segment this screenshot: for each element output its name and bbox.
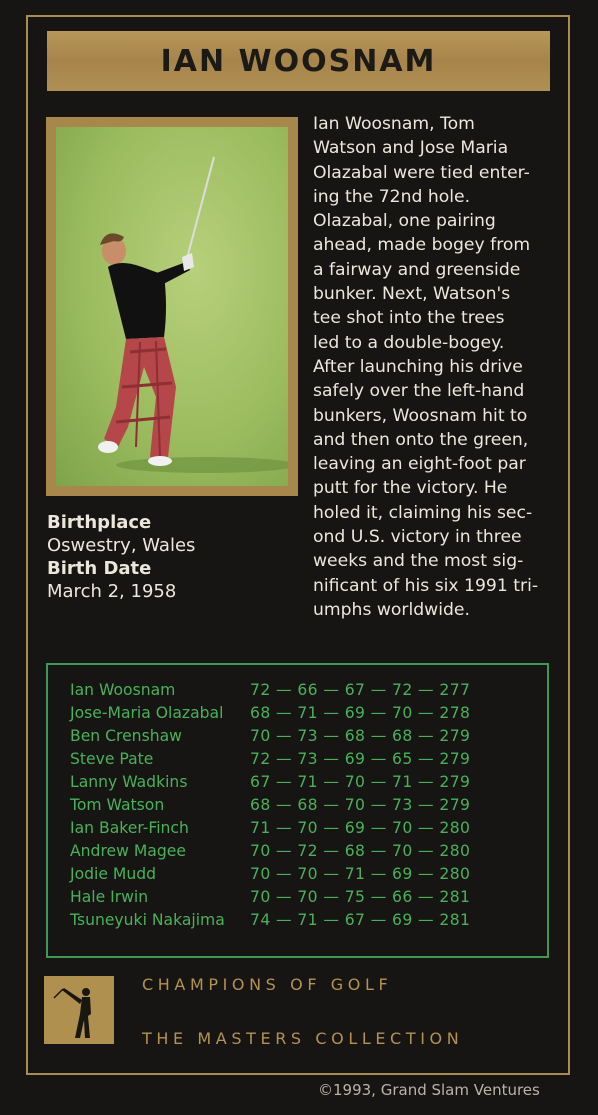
result-scores: 70 — 70 — 75 — 66 — 281 [250, 888, 471, 906]
result-row [70, 911, 540, 934]
story-line: led to a double-bogey. [313, 332, 505, 353]
story-line: bunker. Next, Watson's [313, 284, 511, 305]
copyright-text: ©1993, Grand Slam Ventures [318, 1081, 540, 1099]
result-scores: 72 — 73 — 69 — 65 — 279 [250, 750, 471, 768]
story-line: weeks and the most sig- [313, 551, 524, 572]
result-player: Ian Baker-Finch [70, 819, 189, 837]
result-scores: 70 — 70 — 71 — 69 — 280 [250, 865, 471, 883]
result-row [70, 865, 540, 888]
result-scores: 68 — 68 — 70 — 73 — 279 [250, 796, 471, 814]
story-line: ond U.S. victory in three [313, 527, 522, 548]
result-scores: 74 — 71 — 67 — 69 — 281 [250, 911, 471, 929]
result-scores: 70 — 72 — 68 — 70 — 280 [250, 842, 471, 860]
result-scores: 68 — 71 — 69 — 70 — 278 [250, 704, 471, 722]
story-line: safely over the left-hand [313, 381, 525, 402]
result-player: Hale Irwin [70, 888, 149, 906]
result-row [70, 796, 540, 819]
result-scores: 72 — 66 — 67 — 72 — 277 [250, 681, 471, 699]
result-player: Jose-Maria Olazabal [70, 704, 224, 722]
result-player: Andrew Magee [70, 842, 186, 860]
story-line: Ian Woosnam, Tom [313, 114, 475, 134]
result-player: Jodie Mudd [70, 865, 157, 883]
result-scores: 67 — 71 — 70 — 71 — 279 [250, 773, 471, 791]
results-table [46, 663, 549, 958]
result-row [70, 727, 540, 750]
result-player: Steve Pate [70, 750, 154, 768]
golfer-photo [56, 127, 288, 486]
story-line: ing the 72nd hole. [313, 186, 471, 207]
result-scores: 70 — 73 — 68 — 68 — 279 [250, 727, 471, 745]
footer-collection-line: THE MASTERS COLLECTION [142, 1029, 464, 1048]
birthplace-value: Oswestry, Wales [47, 535, 196, 556]
story-line: umphs worldwide. [313, 599, 470, 620]
story-line: ahead, made bogey from [313, 235, 531, 256]
story-line: putt for the victory. He [313, 478, 508, 499]
result-scores: 71 — 70 — 69 — 70 — 280 [250, 819, 471, 837]
story-line: Olazabal, one pairing [313, 211, 496, 232]
result-row [70, 888, 540, 911]
bio-block [47, 511, 287, 603]
story-line: tee shot into the trees [313, 308, 505, 329]
story-line: a fairway and greenside [313, 259, 521, 280]
result-player: Lanny Wadkins [70, 773, 188, 791]
result-row [70, 819, 540, 842]
title-banner [47, 31, 550, 91]
result-player: Tsuneyuki Nakajima [70, 911, 225, 929]
story-line: bunkers, Woosnam hit to [313, 405, 528, 426]
story-line: After launching his drive [313, 356, 523, 377]
story-line: holed it, claiming his sec- [313, 502, 533, 523]
result-row [70, 773, 540, 796]
player-name: IAN WOOSNAM [160, 43, 437, 79]
result-row [70, 750, 540, 773]
result-row [70, 842, 540, 865]
result-player: Tom Watson [70, 796, 165, 814]
result-row [70, 704, 540, 727]
result-row [70, 681, 540, 704]
story-line: Olazabal were tied enter- [313, 162, 530, 183]
story-text [313, 112, 561, 622]
golfer-illustration [56, 127, 288, 486]
birthdate-label: Birth Date [47, 558, 152, 579]
footer-series-line: CHAMPIONS OF GOLF [142, 975, 393, 994]
birthdate-value: March 2, 1958 [47, 581, 177, 602]
result-player: Ian Woosnam [70, 681, 176, 699]
story-line: nificant of his six 1991 tri- [313, 575, 539, 596]
result-player: Ben Crenshaw [70, 727, 182, 745]
photo-frame [46, 117, 298, 496]
birthplace-label: Birthplace [47, 512, 152, 533]
story-line: leaving an eight-foot par [313, 454, 526, 475]
story-line: and then onto the green, [313, 429, 529, 450]
story-line: Watson and Jose Maria [313, 138, 509, 159]
golfer-silhouette-icon [44, 976, 114, 1044]
